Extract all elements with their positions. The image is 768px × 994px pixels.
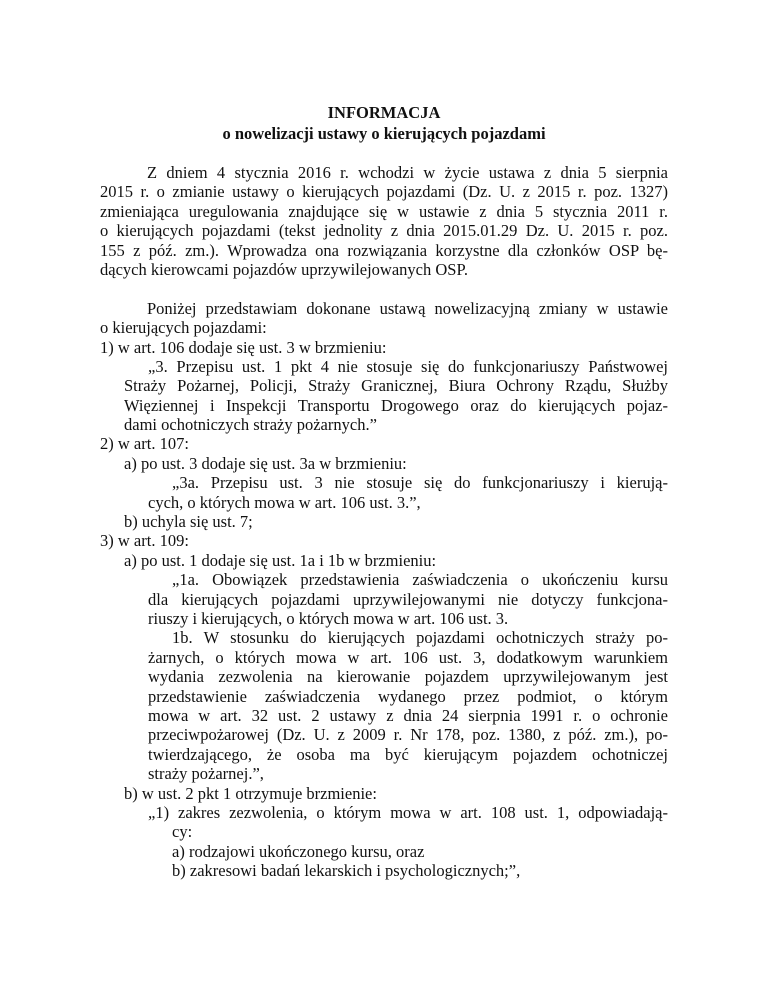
quote-line: dami ochotniczych straży pożarnych.” bbox=[124, 415, 377, 435]
sub-item: b) w ust. 2 pkt 1 otrzymuje brzmienie: bbox=[124, 783, 377, 803]
quote-line: wydania zezwolenia na kierowanie pojazdem uprzywilejowanym jest bbox=[148, 667, 668, 687]
quote-line: twierdzającego, że osoba ma być kierującym pojazdem ochotniczej bbox=[148, 744, 668, 764]
text-line: 155 z póź. zm.). Wprowadza ona rozwiązania korzystne dla członków OSP bę- bbox=[100, 240, 668, 260]
quote-line: cy: bbox=[172, 822, 193, 842]
document-body bbox=[0, 163, 768, 880]
sub-item: a) po ust. 3 dodaje się ust. 3a w brzmieniu: bbox=[124, 453, 407, 473]
list-item-3: 3) w art. 109: bbox=[100, 531, 189, 551]
text-line: Poniżej przedstawiam dokonane ustawą nowelizacyjną zmiany w ustawie bbox=[147, 298, 668, 318]
quote-line: przedstawienie zaświadczenia wydanego przez podmiot, o którym bbox=[148, 686, 668, 706]
quote-line: „3a. Przepisu ust. 3 nie stosuje się do funkcjonariuszy i kierują- bbox=[172, 473, 668, 493]
quote-line: Straży Pożarnej, Policji, Straży Granicznej, Biura Ochrony Rządu, Służby bbox=[124, 376, 668, 396]
quote-line: Więziennej i Inspekcji Transportu Drogowego oraz do kierujących pojaz- bbox=[124, 395, 668, 415]
quote-line: b) zakresowi badań lekarskich i psychologicznych;”, bbox=[172, 861, 521, 881]
quote-line: „1a. Obowiązek przedstawienia zaświadczenia o ukończeniu kursu bbox=[172, 570, 668, 590]
list-item-2: 2) w art. 107: bbox=[100, 434, 189, 454]
quote-line: a) rodzajowi ukończonego kursu, oraz bbox=[172, 841, 425, 861]
quote-line: dla kierujących pojazdami uprzywilejowanymi nie dotyczy funkcjona- bbox=[148, 589, 668, 609]
intro-paragraph bbox=[0, 163, 768, 279]
sub-item: b) uchyla się ust. 7; bbox=[124, 512, 253, 532]
sub-item: a) po ust. 1 dodaje się ust. 1a i 1b w brzmieniu: bbox=[124, 550, 437, 570]
quote-line: żarnych, o których mowa w art. 106 ust. 3, dodatkowym warunkiem bbox=[148, 647, 668, 667]
list-item-1: 1) w art. 106 dodaje się ust. 3 w brzmieniu: bbox=[100, 337, 387, 357]
quote-line: „3. Przepisu ust. 1 pkt 4 nie stosuje się do funkcjonariuszy Państwowej bbox=[148, 356, 668, 376]
text-line: 2015 r. o zmianie ustawy o kierujących pojazdami (Dz. U. z 2015 r. poz. 1327) bbox=[100, 182, 668, 202]
document-subtitle: o nowelizacji ustawy o kierujących pojazdami bbox=[222, 124, 546, 143]
quote-line: przeciwpożarowej (Dz. U. z 2009 r. Nr 178, poz. 1380, z póź. zm.), po- bbox=[148, 725, 668, 745]
amendments-section bbox=[0, 299, 768, 881]
text-line: dących kierowcami pojazdów uprzywilejowanych OSP. bbox=[100, 259, 468, 279]
document-title: INFORMACJA bbox=[327, 103, 441, 122]
quote-line: mowa w art. 32 ust. 2 ustawy z dnia 24 sierpnia 1991 r. o ochronie bbox=[148, 705, 668, 725]
quote-line: straży pożarnej.”, bbox=[148, 764, 264, 784]
quote-line: riuszy i kierujących, o których mowa w art. 106 ust. 3. bbox=[148, 608, 509, 628]
text-line: o kierujących pojazdami: bbox=[100, 318, 267, 338]
quote-line: 1b. W stosunku do kierujących pojazdami ochotniczych straży po- bbox=[172, 628, 668, 648]
text-line: Z dniem 4 stycznia 2016 r. wchodzi w życie ustawa z dnia 5 sierpnia bbox=[147, 163, 668, 182]
quote-line: „1) zakres zezwolenia, o którym mowa w art. 108 ust. 1, odpowiadają- bbox=[148, 802, 668, 822]
text-line: zmieniająca uregulowania znajdujące się w ustawie z dnia 5 stycznia 2011 r. bbox=[100, 201, 668, 221]
text-line: o kierujących pojazdami (tekst jednolity z dnia 2015.01.29 Dz. U. 2015 r. poz. bbox=[100, 221, 668, 241]
quote-line: cych, o których mowa w art. 106 ust. 3.”, bbox=[148, 492, 421, 512]
paragraph-gap bbox=[0, 279, 768, 298]
